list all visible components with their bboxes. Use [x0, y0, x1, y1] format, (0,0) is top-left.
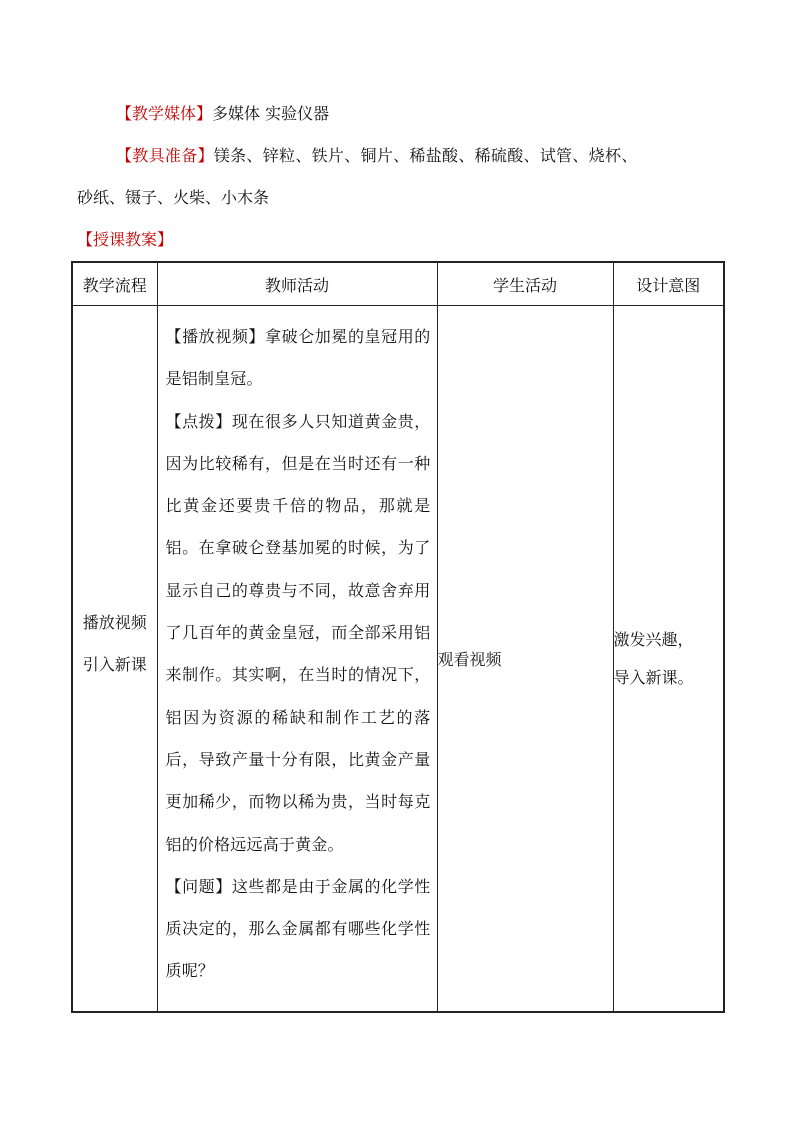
teaching-flow-cell: [72, 306, 157, 1013]
teaching-tools-tag: 【教具准备】: [116, 146, 214, 165]
teacher-activity-explanation: 【点拨】现在很多人只知道黄金贵，因为比较稀有，但是在当时还有一种比黄金还要贵千倍的物品，那就是铝。在拿破仑登基加冕的时候，为了显示自己的尊贵与不同，故意舍弃用了几百年的黄金皇冠，而全部采用铝来制作。其实啊，在当时的情况下，铝因为资源的稀缺和制作工艺的落后，导致产量十分有限，比黄金产量更加稀少，而物以稀为贵，当时每克铝的价格远远高于黄金。: [165, 411, 431, 854]
teaching-flow-step-2: 引入新课: [82, 655, 147, 674]
design-intent-line-2: 导入新课。: [613, 667, 694, 687]
teaching-flow-step-1: 播放视频: [82, 613, 147, 632]
teaching-media-line: [116, 104, 329, 124]
teacher-activity-question: 【问题】这些都是由于金属的化学性质决定的，那么金属都有哪些化学性质呢？: [165, 876, 431, 981]
table-header-row: [72, 262, 724, 306]
teaching-media-tag: 【教学媒体】: [116, 104, 213, 123]
student-activity-cell: 观看视频: [437, 306, 613, 1013]
teaching-tools-text: 镁条、锌粒、铁片、铜片、稀盐酸、稀硫酸、试管、烧杯、: [213, 146, 638, 165]
design-intent-cell: [613, 306, 724, 1013]
header-teaching-flow: 教学流程: [72, 262, 157, 306]
teacher-activity-cell: [157, 306, 437, 1013]
design-intent-line-1: 激发兴趣，: [613, 629, 694, 649]
teacher-activity-video: 【播放视频】拿破仑加冕的皇冠用的是铝制皇冠。: [165, 327, 431, 389]
header-student-activity: 学生活动: [437, 262, 613, 306]
header-teacher-activity: 教师活动: [157, 262, 437, 306]
teaching-media-text: 多媒体 实验仪器: [212, 104, 330, 123]
lesson-plan-heading: 【授课教案】: [77, 230, 174, 249]
table-row: [72, 306, 724, 1013]
header-design-intent: 设计意图: [613, 262, 724, 306]
lesson-plan-table: [71, 261, 725, 1013]
teaching-tools-continuation: 砂纸、镊子、火柴、小木条: [77, 188, 270, 207]
teaching-tools-line: [116, 146, 638, 166]
